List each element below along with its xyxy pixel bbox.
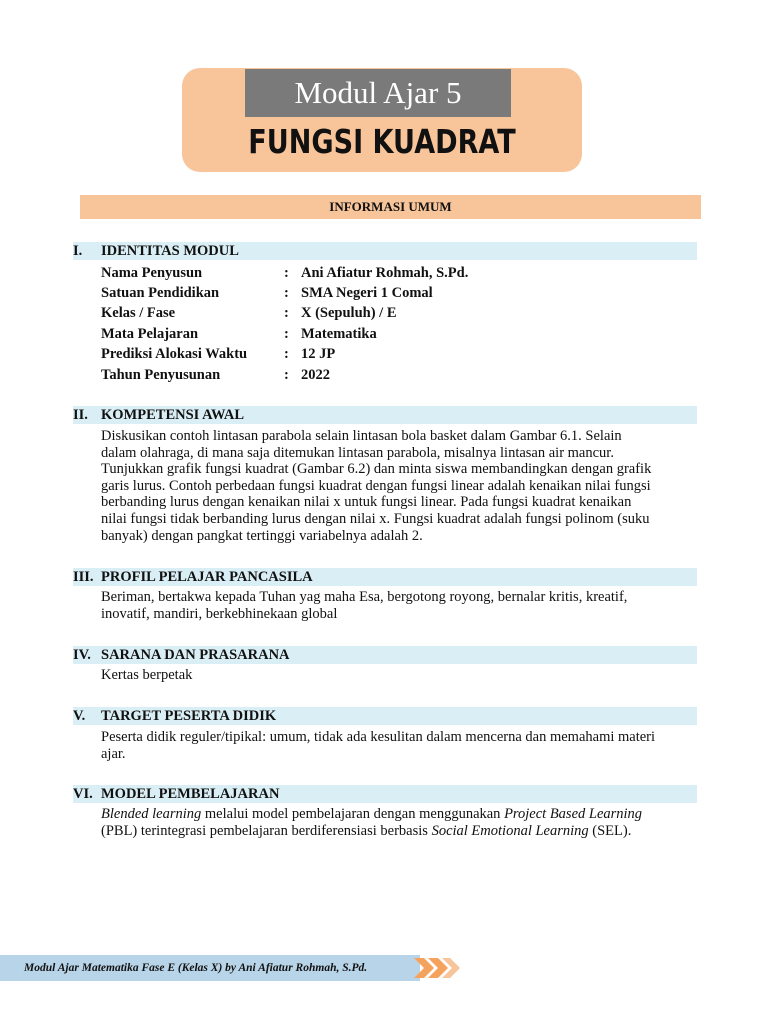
identity-label: Tahun Penyusunan <box>101 367 221 383</box>
italic-term: Social Emotional Learning <box>431 822 589 839</box>
section-number: III. <box>73 569 94 585</box>
identity-colon: : <box>284 305 289 321</box>
text-span: (PBL) terintegrasi pembelajaran berdiferensiasi berbasis <box>101 822 432 839</box>
identity-value: 12 JP <box>301 346 336 362</box>
identity-colon: : <box>284 346 289 362</box>
model-paragraph <box>101 806 699 839</box>
section-number: I. <box>73 243 83 259</box>
chevron-arrows-icon <box>414 955 464 981</box>
identity-value: X (Sepuluh) / E <box>301 305 397 321</box>
section-heading-model <box>73 785 697 803</box>
identity-colon: : <box>284 367 289 383</box>
identity-value: 2022 <box>301 367 330 383</box>
text-line: Kertas berpetak <box>101 667 193 683</box>
section-number: VI. <box>73 786 93 802</box>
page-footer <box>0 955 460 981</box>
text-line <box>101 806 699 823</box>
module-subtitle: Modul Ajar 5 <box>245 69 511 117</box>
italic-term: Blended learning <box>101 806 202 822</box>
text-line <box>101 823 699 840</box>
identity-label: Prediksi Alokasi Waktu <box>101 346 248 362</box>
section-title: PROFIL PELAJAR PANCASILA <box>101 569 313 585</box>
text-line: Tunjukkan grafik fungsi kuadrat (Gambar 6.2) dan minta siswa membandingkan dengan grafik <box>101 461 652 478</box>
footer-text: Modul Ajar Matematika Fase E (Kelas X) by Ani Afiatur Rohmah, S.Pd. <box>24 962 368 974</box>
identity-value: SMA Negeri 1 Comal <box>301 285 433 301</box>
section-heading-identitas <box>73 242 697 260</box>
text-line: nilai fungsi tidak berbanding lurus dengan nilai x. Fungsi kuadrat adalah fungsi polinom (suku <box>101 510 650 527</box>
identity-label: Satuan Pendidikan <box>101 285 220 301</box>
text-span: (SEL). <box>588 822 632 839</box>
text-line: Beriman, bertakwa kepada Tuhan yag maha Esa, bergotong royong, bernalar kritis, kreatif, <box>101 589 628 605</box>
section-title: SARANA DAN PRASARANA <box>101 647 290 663</box>
text-line: ajar. <box>101 745 126 762</box>
section-heading-profil <box>73 568 697 586</box>
kompetensi-paragraph <box>101 428 699 544</box>
text-line: dalam olahraga, di mana saja ditemukan lintasan parabola, misalnya lintasan air mancur. <box>101 444 614 461</box>
sarana-paragraph <box>101 667 699 684</box>
section-title: MODEL PEMBELAJARAN <box>101 786 280 802</box>
identity-label: Kelas / Fase <box>101 305 176 321</box>
info-umum-bar: INFORMASI UMUM <box>80 195 701 219</box>
section-title: KOMPETENSI AWAL <box>101 407 245 423</box>
identity-label: Mata Pelajaran <box>101 326 199 342</box>
text-line: Peserta didik reguler/tipikal: umum, tidak ada kesulitan dalam mencerna dan memahami materi <box>101 729 656 745</box>
text-line: inovatif, mandiri, berkebhinekaan global <box>101 605 338 622</box>
section-number: V. <box>73 708 86 724</box>
text-span: melalui model pembelajaran dengan menggunakan <box>201 806 505 822</box>
identity-colon: : <box>284 265 289 281</box>
section-number: II. <box>73 407 88 423</box>
section-title: IDENTITAS MODUL <box>101 243 239 259</box>
section-heading-kompetensi <box>73 406 697 424</box>
target-paragraph <box>101 729 699 762</box>
profil-paragraph <box>101 589 699 622</box>
text-line: banyak) dengan pangkat tertinggi variabelnya adalah 2. <box>101 527 423 544</box>
identity-colon: : <box>284 285 289 301</box>
identity-value: Matematika <box>301 326 377 342</box>
identity-value: Ani Afiatur Rohmah, S.Pd. <box>301 265 469 281</box>
section-number: IV. <box>73 647 91 663</box>
section-heading-target <box>73 707 697 725</box>
section-heading-sarana <box>73 646 697 664</box>
text-line: garis lurus. Contoh perbedaan fungsi kuadrat dengan fungsi linear adalah kenaikan nilai fungsi <box>101 477 651 494</box>
identity-colon: : <box>284 326 289 342</box>
section-title: TARGET PESERTA DIDIK <box>101 708 277 724</box>
text-line: berbanding lurus dengan kenaikan nilai x untuk fungsi linear. Pada fungsi kuadrat kenaikan <box>101 494 632 511</box>
module-title: FUNGSI KUADRAT <box>248 122 516 161</box>
italic-term: Project Based Learning <box>504 806 643 822</box>
text-line: Diskusikan contoh lintasan parabola selain lintasan bola basket dalam Gambar 6.1. Selain <box>101 428 622 444</box>
identity-label: Nama Penyusun <box>101 265 203 281</box>
